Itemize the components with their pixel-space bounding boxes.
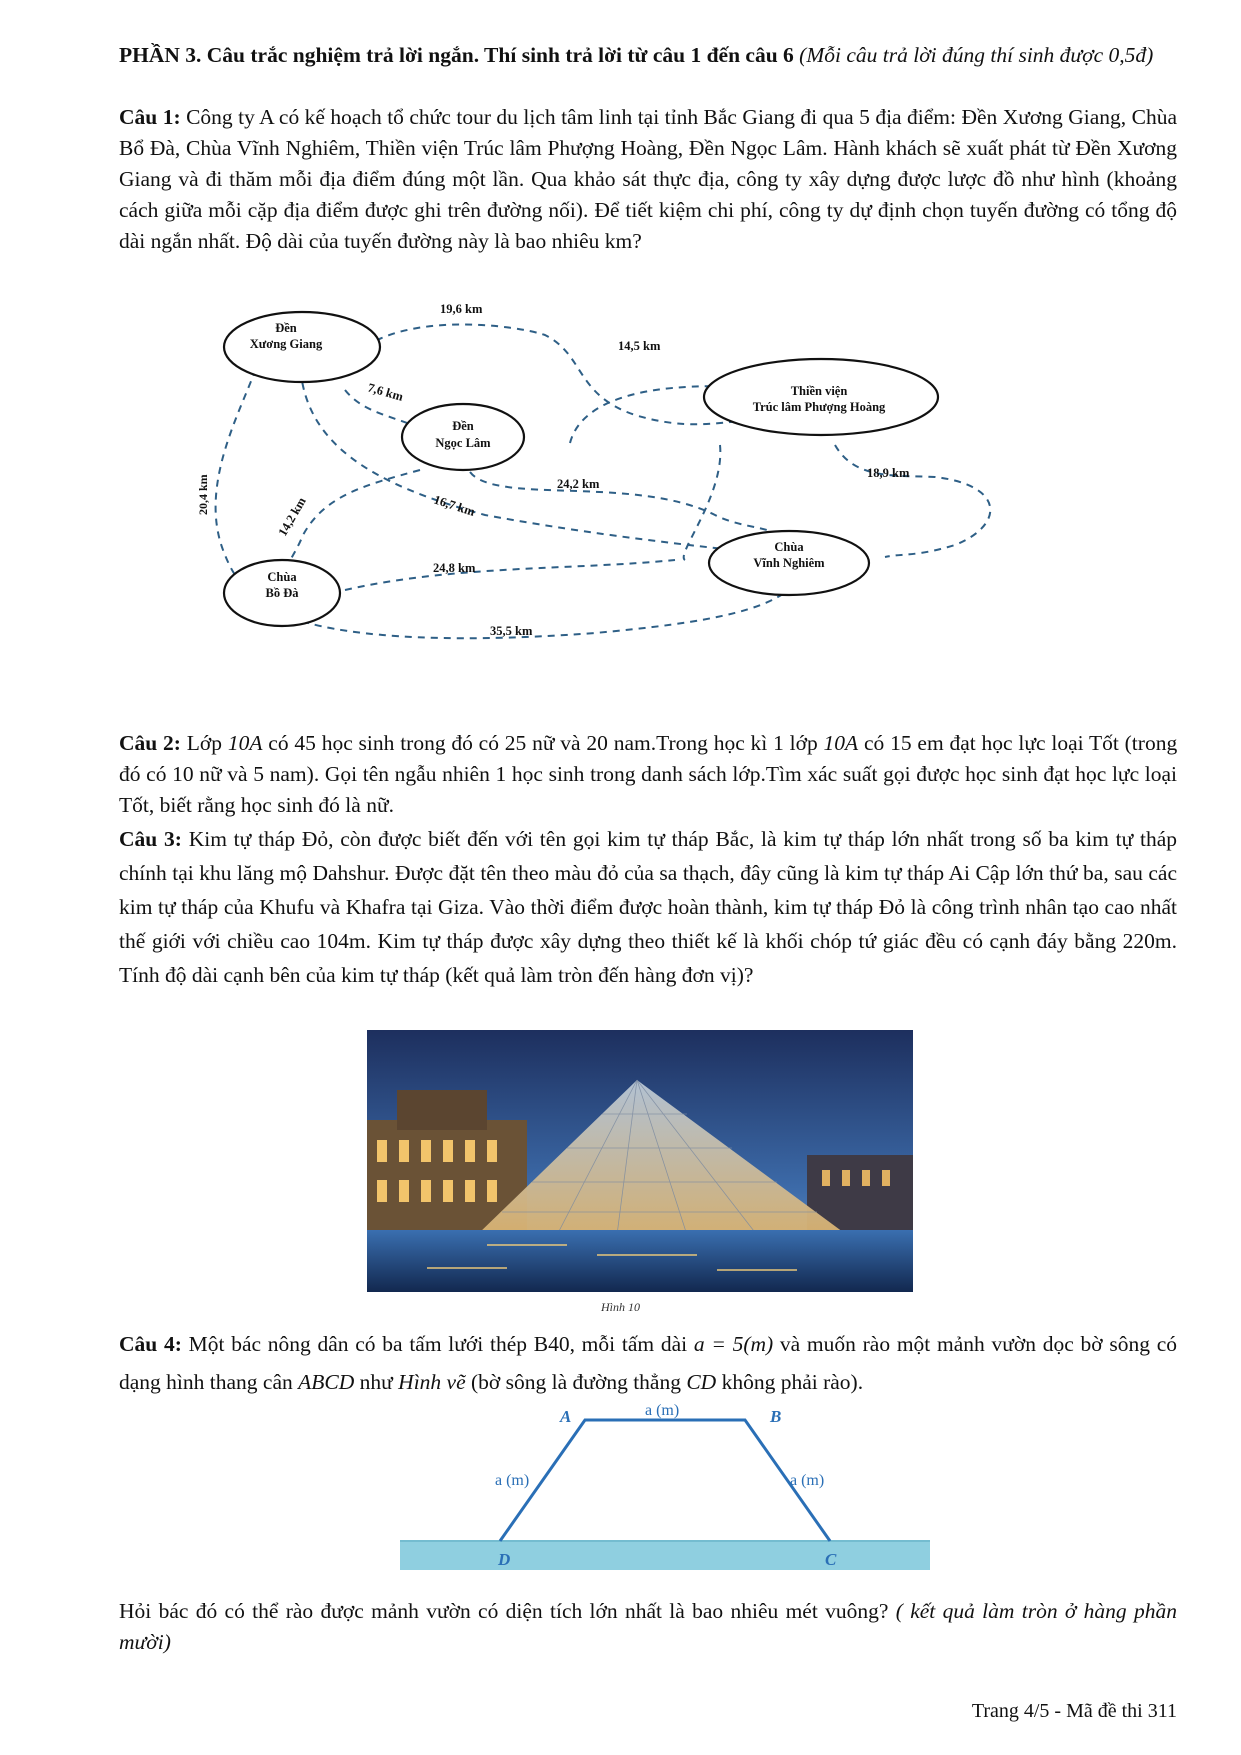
edge-nl-vn (470, 472, 790, 543)
node-label: Bồ Đà (265, 586, 299, 600)
question-4-label: Câu 4: (119, 1332, 182, 1356)
edge-bd-vn-bottom (290, 575, 800, 638)
q2-number: 45 (294, 731, 316, 755)
node-label: Chùa (774, 540, 804, 554)
page-footer: Trang 4/5 - Mã đề thi 311 (971, 1700, 1177, 1722)
side-label-top: a (m) (645, 1402, 680, 1419)
q2-text: học sinh trong đó có (321, 731, 499, 755)
trapezoid-figure (400, 1402, 930, 1585)
q2-text: nữ và (532, 731, 581, 755)
q4-ask-note: ( kết quả làm tròn ở hàng phần mười) (119, 1599, 1178, 1654)
q2-number: 5 (253, 762, 264, 786)
node-label: Thiền viện (790, 384, 848, 398)
node-label: Đền (452, 419, 474, 433)
question-1 (119, 102, 1177, 257)
q2-number: 25 (504, 731, 527, 755)
q4-text: như (359, 1370, 393, 1394)
question-2 (119, 728, 1177, 821)
vertex-label-d: D (498, 1550, 511, 1569)
q2-text: nam.Trong học kì 1 lớp (613, 731, 818, 755)
q2-text: em đạt học lực loại Tốt (trong đó có 10 nữ và (119, 731, 1178, 786)
question-1-label: Câu 1: (119, 105, 181, 129)
q2-class: 10A (227, 731, 263, 755)
node-label: Đền (275, 321, 297, 335)
question-4-ask (119, 1596, 1177, 1658)
q2-number: 20 (586, 731, 608, 755)
figure-caption: Hình 10 (601, 1300, 640, 1314)
edge-label: 24,2 km (557, 477, 600, 491)
node-label: Xương Giang (249, 337, 323, 351)
side-label-right: a (m) (790, 1472, 825, 1489)
edge-label: 20,4 km (196, 474, 210, 515)
node-label: Trúc lâm Phượng Hoàng (752, 400, 886, 414)
part-note: (Mỗi câu trả lời đúng thí sinh được 0,5đ) (799, 43, 1154, 67)
q2-text: có (863, 731, 885, 755)
vertex-label-c: C (825, 1550, 837, 1569)
edge-label: 24,8 km (433, 561, 476, 575)
q4-text: (bờ sông là đường thẳng (471, 1370, 681, 1394)
q4-math: CD (686, 1370, 717, 1394)
question-1-text: Công ty A có kế hoạch tổ chức tour du lịch tâm linh tại tỉnh Bắc Giang đi qua 5 địa điểm: Đền Xương Giang, Chùa Bổ Đà, Chùa Vĩnh Nghiêm, Thiền viện Trúc lâm Phượng Hoàng, Đền Ngọc Lâm. Hành khách sẽ xuất phát từ Đền Xương Giang và đi thăm mỗi địa điểm đúng một lần. Qua khảo sát thực địa, công ty xây dựng được lược đồ như hình (khoảng cách giữa mỗi cặp địa điểm được ghi trên đường nối). Để tiết kiệm chi phí, công ty dự định chọn tuyến đường có tổng độ dài ngắn nhất. Độ dài của tuyến đường này là bao nhiêu km? (119, 105, 1177, 253)
question-2-label: Câu 2: (119, 731, 181, 755)
node-label: Chùa (267, 570, 297, 584)
edge-label: 35,5 km (490, 624, 533, 638)
q2-number: 15 (890, 731, 912, 755)
node-label: Vĩnh Nghiêm (753, 556, 825, 570)
edge-tv-vn-left (684, 445, 721, 560)
edge-label: 14,2 km (275, 494, 309, 539)
edge-label: 16,7 km (432, 492, 477, 519)
q2-text: Lớp (186, 731, 223, 755)
vertex-label-b: B (770, 1407, 782, 1426)
q2-text: nam). Gọi tên ngẫu nhiên 1 học sinh trong danh sách lớp.Tìm xác suất gọi được học sinh đạt học lực loại Tốt, biết rằng học sinh đó là nữ. (119, 762, 1178, 817)
q2-text: có (268, 731, 289, 755)
question-3 (119, 822, 1177, 992)
pyramid-photo (367, 1030, 913, 1292)
edge-bd-vn (345, 560, 675, 590)
edge-label: 18,9 km (867, 466, 910, 480)
q4-math: ABCD (298, 1370, 355, 1394)
node-label: Ngọc Lâm (435, 436, 491, 450)
q4-text: Một bác nông dân có ba tấm lưới thép B40, mỗi tấm dài (188, 1332, 688, 1356)
edge-label: 19,6 km (440, 302, 483, 316)
edge-label: 7,6 km (366, 380, 405, 404)
vertex-label-a: A (560, 1407, 572, 1426)
edge-label: 14,5 km (618, 339, 661, 353)
edge-xg-tv (365, 325, 750, 425)
question-4 (119, 1325, 1177, 1401)
part-heading: PHẦN 3. Câu trắc nghiệm trả lời ngắn. Thí sinh trả lời từ câu 1 đến câu 6 (119, 43, 794, 67)
question-3-text: Kim tự tháp Đỏ, còn được biết đến với tên gọi kim tự tháp Bắc, là kim tự tháp lớn nhất trong số ba kim tự tháp chính tại khu lăng mộ Dahshur. Được đặt tên theo màu đỏ của sa thạch, đây cũng là kim tự tháp Ai Cập lớn thứ ba, sau các kim tự tháp của Khufu và Khafra tại Giza. Vào thời điểm được hoàn thành, kim tự tháp Đỏ là công trình nhân tạo cao nhất thế giới với chiều cao 104m. Kim tự tháp được xây dựng theo thiết kế là khối chóp tứ giác đều có cạnh đáy bằng 220m. Tính độ dài cạnh bên của kim tự tháp (kết quả làm tròn đến hàng đơn vị)? (119, 827, 1177, 987)
edge-tv-vn-right (835, 445, 990, 557)
q2-class: 10A (823, 731, 859, 755)
q4-figure-ref: Hình vẽ (398, 1370, 466, 1394)
q4-ask: Hỏi bác đó có thể rào được mảnh vườn có diện tích lớn nhất là bao nhiêu mét vuông? (119, 1599, 889, 1623)
question-3-label: Câu 3: (119, 827, 182, 851)
q4-text: không phải rào). (721, 1370, 864, 1394)
q4-math: a = 5(m) (693, 1332, 774, 1356)
side-label-left: a (m) (495, 1472, 530, 1489)
route-graph (196, 302, 1095, 715)
edge-xg-bd (216, 357, 260, 588)
q4-text: và muốn rào một mảnh vườn dọc bờ sông có dạng hình thang cân (119, 1332, 1178, 1394)
part-heading-block (119, 40, 1177, 71)
